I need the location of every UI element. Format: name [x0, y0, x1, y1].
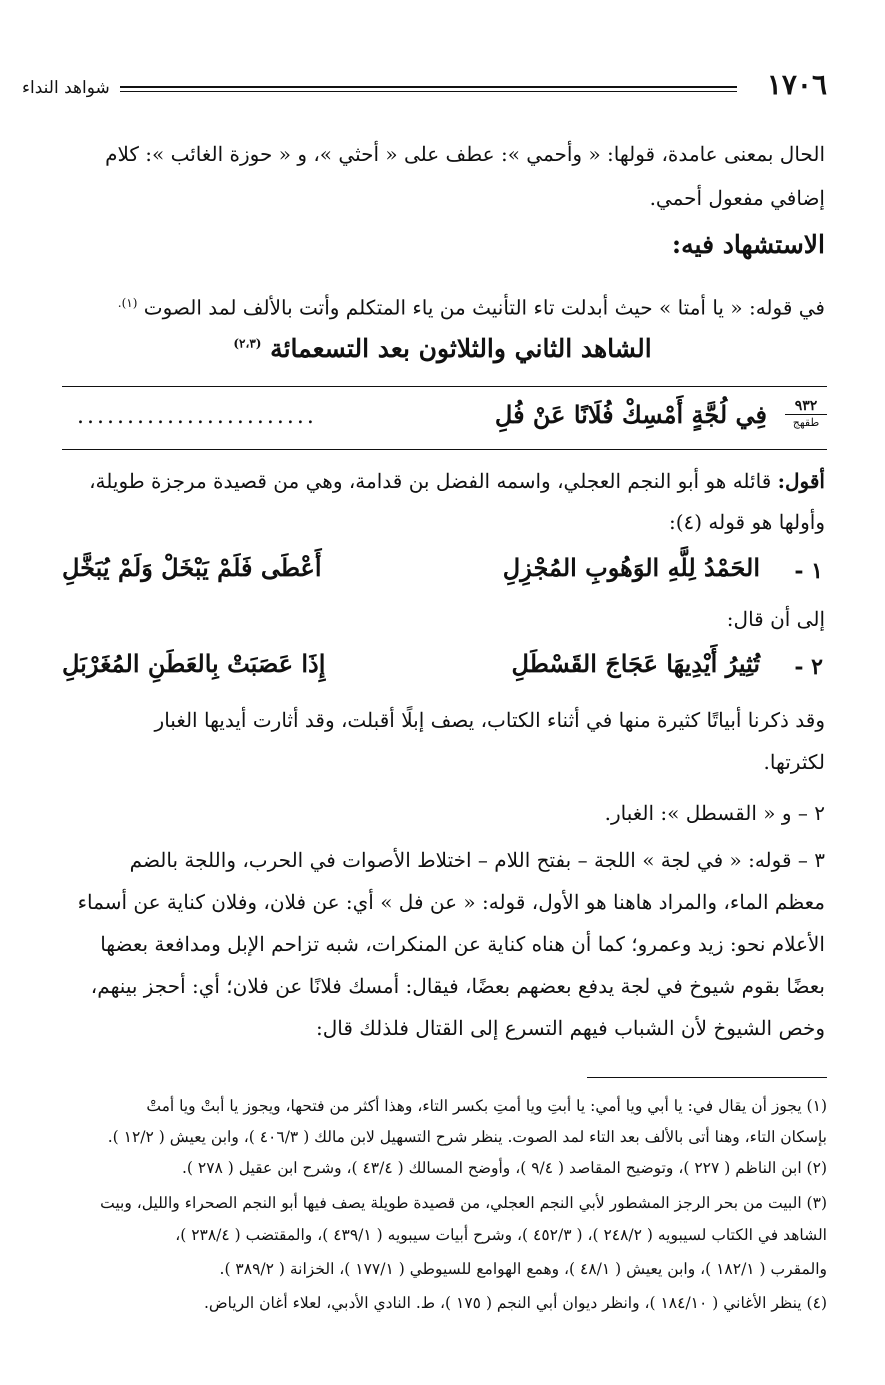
ila-an-qal: إلى أن قال:: [726, 607, 825, 631]
aqul-text-1: قائله هو أبو النجم العجلي، واسمه الفضل بن قدامة، وهي من قصيدة مرجزة طويلة،: [89, 469, 772, 493]
running-title: شواهد النداء: [22, 78, 110, 98]
item-2: ٢ – و « القسطل »: الغبار.: [604, 801, 825, 825]
item-3-line-5: وخص الشيوخ لأن الشباب فيهم التسرع إلى القتال فلذلك قال:: [316, 1016, 825, 1040]
footnote-3-line-3: والمقرب ( ١٨٢/١ )، وابن يعيش ( ٤٨/١ )، وهمع الهوامع للسيوطي ( ١٧٧/١ )، الخزانة ( ٣٨٩/٢ ).: [219, 1260, 827, 1278]
istishhad-text: [118, 286, 825, 325]
footnote-2: (٢) ابن الناظم ( ٢٢٧ )، وتوضيح المقاصد ( ٩/٤ )، وأوضح المسالك ( ٤٣/٤ )، وشرح ابن عقيل ( ٢٧٨ ).: [181, 1159, 827, 1177]
shahid-dots: ........................: [77, 404, 317, 429]
footnote-3-line-1: (٣) البيت من بحر الرجز المشطور لأبي النجم العجلي، من قصيدة طويلة يصف فيها أبو النجم الصحراء والليل، وبيت: [100, 1194, 827, 1212]
section-title: [0, 334, 885, 363]
shahid-text: فِي لُجَّةٍ أَمْسِكْ فُلَانًا عَنْ فُلِ: [494, 400, 767, 429]
item-3-line-2: معظم الماء، والمراد هاهنا هو الأول، قوله: « عن فل » أي: عن فلان، وفلان كناية عن أسماء: [77, 890, 825, 914]
intro-line-1: الحال بمعنى عامدة، قولها: « وأحمي »: عطف على « أحثي »، و « حوزة الغائب »: كلام: [105, 142, 825, 166]
istishhad-heading: الاستشهاد فيه:: [671, 230, 825, 259]
verse-1-second-hemistich: أَعْطَى فَلَمْ يَبْخَلْ وَلَمْ يُبَخَّلِ: [62, 553, 322, 582]
section-title-text: الشاهد الثاني والثلاثون بعد التسعمائة: [270, 334, 652, 363]
footnote-separator: [587, 1077, 827, 1078]
section-rule-bottom: [62, 449, 827, 450]
footnote-4: (٤) ينظر الأغاني ( ١٨٤/١٠ )، وانظر ديوان أبي النجم ( ١٧٥ )، ط. النادي الأدبي، لعلاء أغان الرياض.: [203, 1294, 827, 1312]
shahid-number: [785, 398, 827, 431]
verse-2-second-hemistich: إِذَا عَصَبَتْ بِالعَطَنِ المُغَرْبَلِ: [62, 649, 326, 678]
verse-2-first-hemistich: تُثِيرُ أَيْدِيهَا عَجَاجَ القَسْطَلِ: [511, 649, 760, 678]
aqul-line-2: وأولها هو قوله (٤):: [668, 510, 825, 534]
page-number: ١٧٠٦: [766, 68, 827, 101]
verse-1-number: ١ -: [794, 558, 823, 584]
item-3-line-3: الأعلام نحو: زيد وعمرو؛ كما أن هناه كناية عن المنكرات، شبه تزاحم الإبل ومدافعة بعضها: [100, 932, 825, 956]
footnote-1-line-2: بإسكان التاء، وهنا أتى بالألف بعد التاء لمد الصوت. ينظر شرح التسهيل لابن مالك ( ٤٠٦/٣ )، وابن يعيش ( ١٢/٢ ).: [107, 1128, 827, 1146]
verse-1-first-hemistich: الحَمْدُ لِلَّهِ الوَهُوبِ المُجْزِلِ: [502, 553, 760, 582]
item-3-line-4: بعضًا بقوم شيوخ في لجة يدفع بعضهم بعضًا، فيقال: أمسك فلانًا عن فلان؛ أي: أحجز بينهم،: [90, 974, 825, 998]
aqul-label: أقول:: [777, 469, 825, 493]
shahid-meter: طقهج: [785, 414, 827, 431]
footnote-ref-2-3[interactable]: (٢،٣): [233, 336, 262, 351]
header-rule: [120, 86, 737, 88]
header-rule-thin: [120, 91, 737, 92]
footnote-1-line-1: (١) يجوز أن يقال في: يا أبي ويا أمي: يا أبتِ ويا أمتِ بكسر التاء، وهذا أكثر من فتحها، ويجوز يا أبتْ ويا أمتْ: [146, 1097, 827, 1115]
istishhad-body: في قوله: « يا أمتا » حيث أبدلت تاء التأنيث من ياء المتكلم وأتت بالألف لمد الصوت: [143, 295, 825, 320]
item-3-line-1: ٣ – قوله: « في لجة » اللجة – بفتح اللام – اختلاط الأصوات في الحرب، واللجة بالضم: [129, 848, 825, 872]
paragraph-1-line-1: وقد ذكرنا أبياتًا كثيرة منها في أثناء الكتاب، يصف إبلًا أقبلت، وقد أثارت أيديها الغبار: [154, 708, 825, 732]
verse-2-number: ٢ -: [794, 654, 823, 680]
intro-line-2: إضافي مفعول أحمي.: [649, 186, 825, 210]
footnote-ref-1[interactable]: (١).: [117, 296, 138, 310]
aqul-line-1: [89, 464, 825, 498]
shahid-verse: [57, 398, 827, 438]
footnote-3-line-2: الشاهد في الكتاب لسيبويه ( ٢٤٨/٢ )، ( ٤٥٢/٣ )، وشرح أبيات سيبويه ( ٤٣٩/١ )، والمقتضب ( ٢٣٨/٤ )،: [175, 1226, 827, 1244]
shahid-number-value: ٩٣٢: [794, 398, 818, 414]
paragraph-1-line-2: لكثرتها.: [763, 750, 825, 774]
section-rule-top: [62, 386, 827, 387]
